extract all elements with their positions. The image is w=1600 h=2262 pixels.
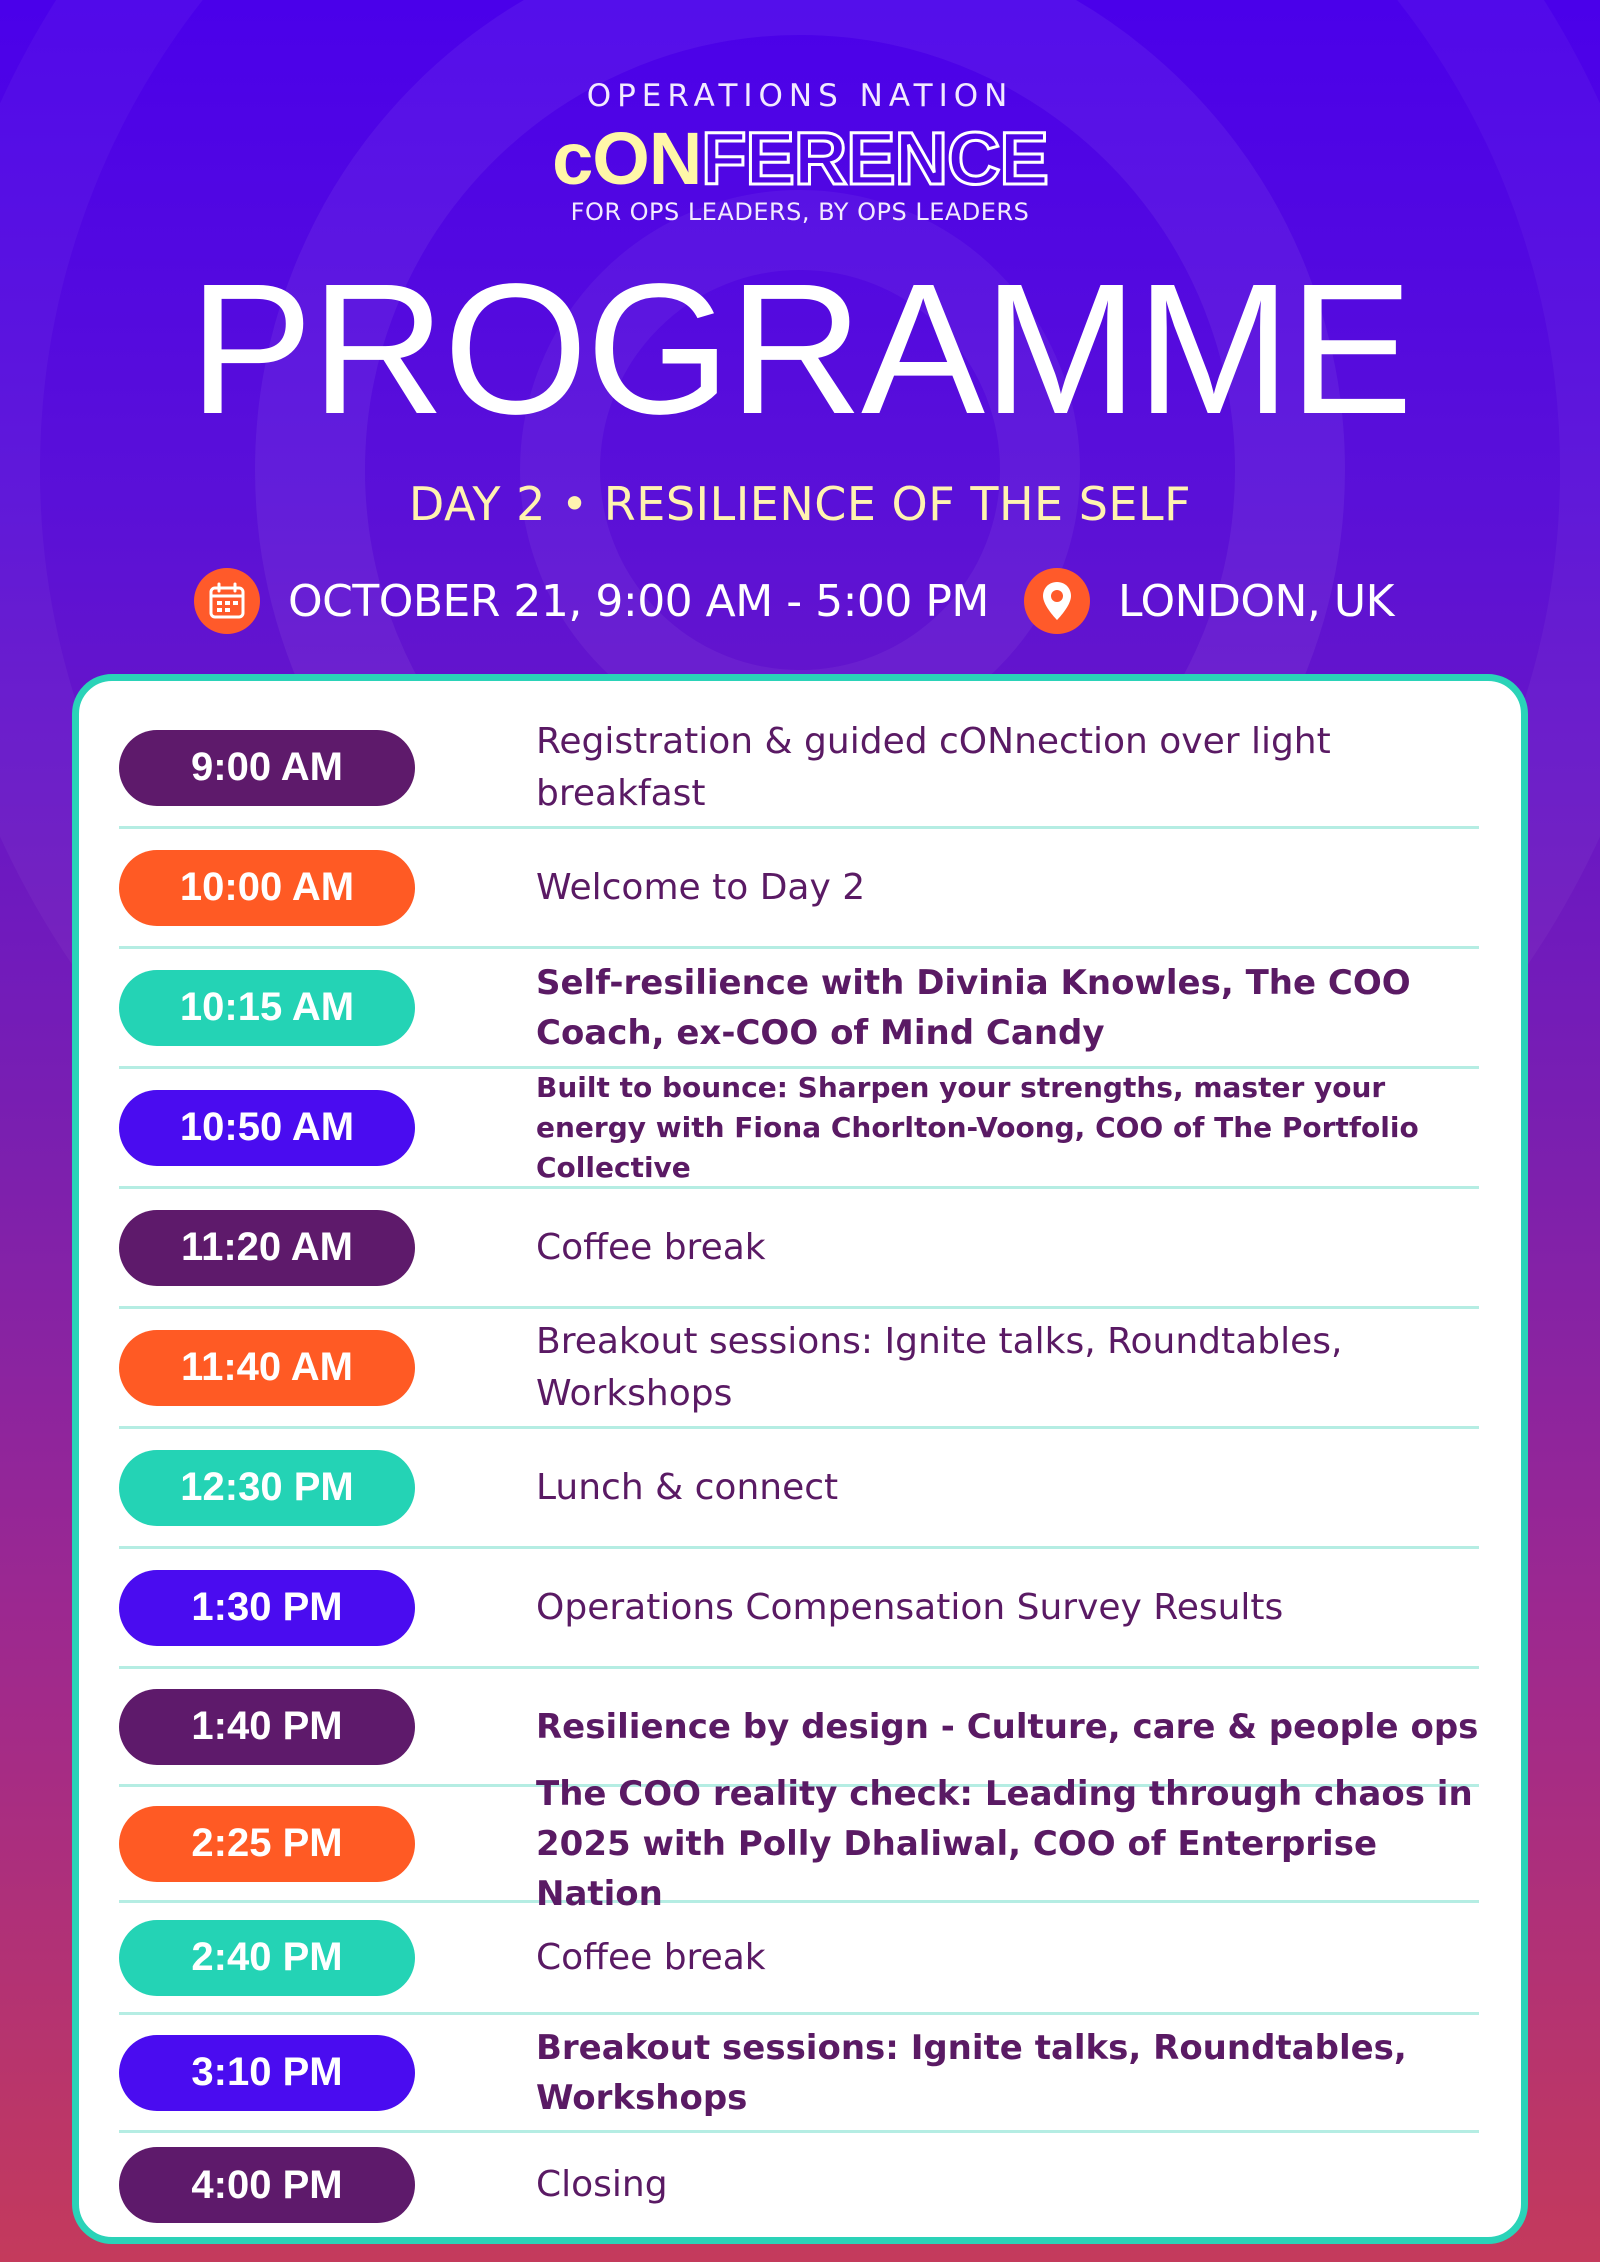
time-pill: 1:40 PM	[119, 1689, 415, 1765]
location-text: LONDON, UK	[1118, 575, 1394, 627]
time-pill: 10:50 AM	[119, 1090, 415, 1166]
date-text: OCTOBER 21, 9:00 AM - 5:00 PM	[288, 575, 989, 627]
schedule-row	[119, 1903, 1479, 2015]
time-pill: 1:30 PM	[119, 1570, 415, 1646]
time-pill: 11:20 AM	[119, 1210, 415, 1286]
event-title: Breakout sessions: Ignite talks, Roundtables, Workshops	[536, 2027, 1407, 2118]
event-title: Operations Compensation Survey Results	[536, 1586, 1284, 1628]
event-title: The COO reality check: Leading through chaos in 2025 with Polly Dhaliwal, COO of Enterprise Nation	[536, 1773, 1473, 1914]
schedule-row	[119, 1549, 1479, 1669]
schedule-row	[119, 1189, 1479, 1309]
location-pin-icon	[1024, 568, 1090, 634]
time-pill: 2:40 PM	[119, 1920, 415, 1996]
event-title: Self-resilience with Divinia Knowles, The COO Coach, ex-COO of Mind Candy	[536, 962, 1411, 1053]
time-pill: 10:00 AM	[119, 850, 415, 926]
event-title: Registration & guided cONnection over light breakfast	[536, 720, 1331, 814]
event-date	[194, 566, 989, 636]
header	[0, 0, 1600, 680]
schedule-row	[119, 709, 1479, 829]
logo-outline: FERENCE	[701, 117, 1048, 200]
event-location	[1024, 566, 1394, 636]
schedule-row	[119, 1429, 1479, 1549]
brand-name: OPERATIONS NATION	[586, 78, 1014, 114]
event-title: Resilience by design - Culture, care & people ops	[536, 1706, 1479, 1747]
schedule-card	[72, 674, 1528, 2244]
schedule-row	[119, 949, 1479, 1069]
event-title: Breakout sessions: Ignite talks, Roundtables, Workshops	[536, 1320, 1343, 1414]
schedule-row	[119, 1773, 1479, 1914]
event-title: Welcome to Day 2	[536, 866, 866, 908]
time-pill: 2:25 PM	[119, 1806, 415, 1882]
schedule-row	[119, 2133, 1479, 2237]
day-subtitle: DAY 2 • RESILIENCE OF THE SELF	[408, 477, 1192, 531]
schedule-row	[119, 1069, 1479, 1189]
brand-tagline: FOR OPS LEADERS, BY OPS LEADERS	[570, 198, 1030, 226]
time-pill: 10:15 AM	[119, 970, 415, 1046]
schedule-row	[119, 2015, 1479, 2133]
event-title: Coffee break	[536, 1226, 766, 1268]
page-title: PROGRAMME	[188, 246, 1412, 453]
time-pill: 12:30 PM	[119, 1450, 415, 1526]
schedule-row	[119, 1309, 1479, 1429]
time-pill: 4:00 PM	[119, 2147, 415, 2223]
event-title: Lunch & connect	[536, 1466, 839, 1508]
event-title: Closing	[536, 2164, 668, 2205]
event-title: Built to bounce: Sharpen your strengths, master your energy with Fiona Chorlton-Voong, COO of The Portfolio Collective	[536, 1070, 1419, 1184]
event-title: Coffee break	[536, 1936, 766, 1978]
time-pill: 9:00 AM	[119, 730, 415, 806]
schedule-row	[119, 829, 1479, 949]
time-pill: 11:40 AM	[119, 1330, 415, 1406]
logo-highlight: cON	[552, 117, 702, 200]
calendar-icon	[194, 568, 260, 634]
conference-logo	[0, 117, 1600, 200]
time-pill: 3:10 PM	[119, 2035, 415, 2111]
